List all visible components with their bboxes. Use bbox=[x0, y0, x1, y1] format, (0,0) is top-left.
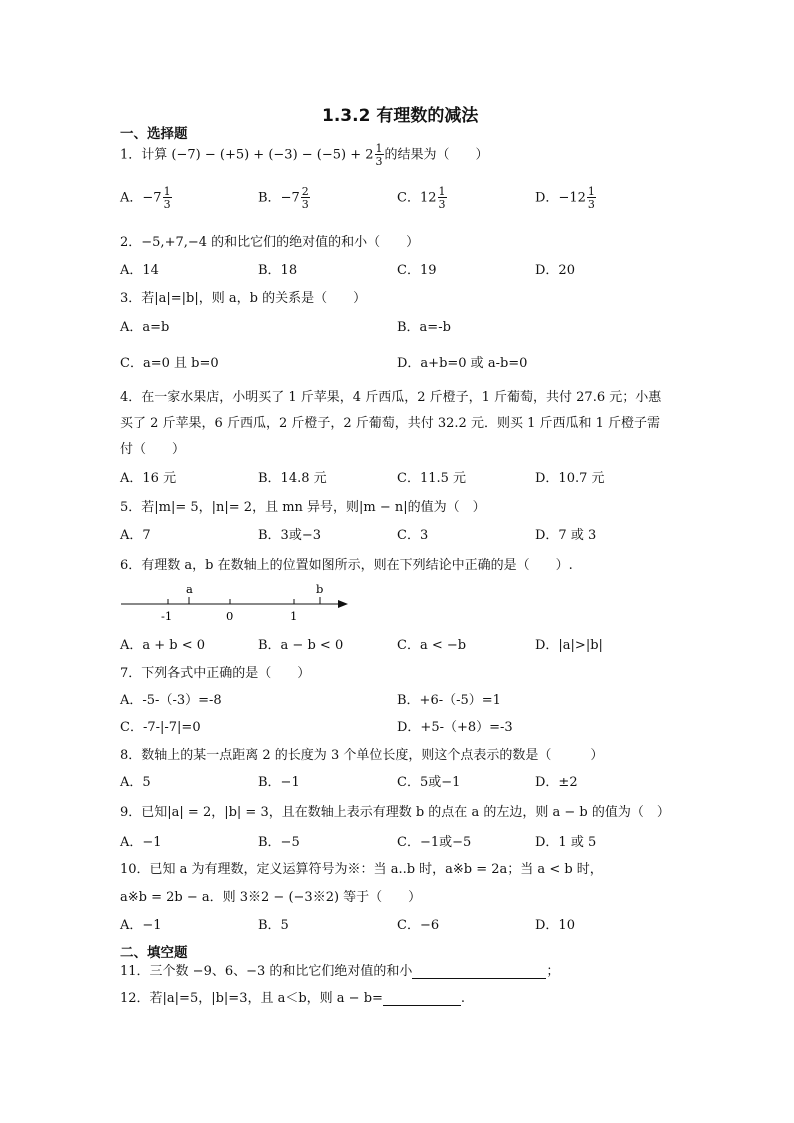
question-7-option-a: A．-5-（-3）=-8 bbox=[120, 693, 222, 708]
question-10-option-c: C．−6 bbox=[397, 918, 440, 933]
question-7-option-b: B．+6-（-5）=1 bbox=[397, 693, 501, 708]
question-4-line-2: 买了 2 斤苹果，6 斤西瓜，2 斤橙子，2 斤葡萄，共付 32.2 元．则买 1 斤西瓜和 1 斤橙子需 bbox=[120, 416, 661, 431]
question-9-option-a: A．−1 bbox=[120, 835, 162, 850]
question-9-option-d: D．1 或 5 bbox=[535, 835, 597, 850]
question-5-option-a: A．7 bbox=[120, 528, 151, 543]
question-5-option-b: B．3或−3 bbox=[258, 528, 321, 543]
question-2-stem: 2．−5,+7,−4 的和比它们的绝对值的和小（ ） bbox=[120, 235, 420, 250]
question-10-option-b: B．5 bbox=[258, 918, 289, 933]
q1-stem-pre: 1．计算 (−7) − (+5) + (−3) − (−5) + 2 bbox=[120, 147, 374, 163]
question-5-option-c: C．3 bbox=[397, 528, 429, 543]
question-8-option-a: A．5 bbox=[120, 775, 151, 790]
question-3-stem: 3．若|a|=|b|，则 a，b 的关系是（ ） bbox=[120, 291, 367, 306]
page-title: 1.3.2 有理数的减法 bbox=[322, 106, 479, 126]
question-12-tail: . bbox=[460, 991, 466, 1006]
question-3-option-b: B．a=-b bbox=[397, 320, 451, 335]
question-11-stem: 11．三个数 −9、6、−3 的和比它们绝对值的和小 bbox=[120, 964, 413, 979]
question-1-option-c: C．12 $\frac{1}{3}$ bbox=[397, 185, 446, 211]
question-6-stem: 6．有理数 a，b 在数轴上的位置如图所示，则在下列结论中正确的是（ ）. bbox=[120, 558, 573, 573]
question-3-option-c: C．a=0 且 b=0 bbox=[120, 356, 219, 371]
tick-label-minus-one: -1 bbox=[161, 609, 173, 623]
point-b-label: b bbox=[316, 582, 324, 596]
question-7-option-c: C．-7-|-7|=0 bbox=[120, 720, 201, 735]
q1-stem-fraction: $\frac{1}{3}$ bbox=[375, 142, 383, 168]
question-2-option-b: B．18 bbox=[258, 263, 298, 278]
question-11-tail: ； bbox=[546, 964, 560, 979]
question-1-option-d: D．−12 $\frac{1}{3}$ bbox=[535, 185, 595, 211]
question-3-option-d: D．a+b=0 或 a-b=0 bbox=[397, 356, 528, 371]
question-12 bbox=[120, 987, 465, 1006]
question-6-option-d: D．|a|>|b| bbox=[535, 638, 603, 653]
question-4-line-1: 4．在一家水果店，小明买了 1 斤苹果，4 斤西瓜，2 斤橙子，1 斤葡萄，共付 27.6 元；小惠 bbox=[120, 390, 662, 405]
question-2-option-d: D．20 bbox=[535, 263, 575, 278]
question-7-option-d: D．+5-（+8）=-3 bbox=[397, 720, 513, 735]
question-8-option-b: B．−1 bbox=[258, 775, 300, 790]
question-8-option-c: C．5或−1 bbox=[397, 775, 461, 790]
question-9-option-c: C．−1或−5 bbox=[397, 835, 472, 850]
section-heading-choice: 一、选择题 bbox=[120, 126, 188, 142]
question-4-line-3: 付（ ） bbox=[120, 442, 186, 457]
question-5-option-d: D．7 或 3 bbox=[535, 528, 597, 543]
number-line-figure bbox=[118, 580, 358, 624]
question-4-option-a: A．16 元 bbox=[120, 471, 177, 486]
question-1-stem bbox=[120, 143, 489, 167]
question-12-stem: 12．若|a|=5，|b|=3，且 a＜b，则 a − b= bbox=[120, 991, 383, 1006]
section-heading-fill: 二、填空题 bbox=[120, 945, 188, 961]
answer-blank-11[interactable] bbox=[412, 964, 546, 979]
question-9-option-b: B．−5 bbox=[258, 835, 300, 850]
question-1-option-a: A．−7 $\frac{1}{3}$ bbox=[120, 185, 171, 211]
tick-label-one: 1 bbox=[290, 609, 298, 623]
question-8-option-d: D．±2 bbox=[535, 775, 578, 790]
question-10-option-a: A．−1 bbox=[120, 918, 162, 933]
question-3-option-a: A．a=b bbox=[120, 320, 170, 335]
q1-stem-post: 的结果为（ ） bbox=[384, 147, 489, 163]
tick-label-zero: 0 bbox=[226, 609, 234, 623]
question-9-stem: 9．已知|a| = 2，|b| = 3，且在数轴上表示有理数 b 的点在 a 的左边，则 a − b 的值为（ ） bbox=[120, 805, 670, 820]
question-4-option-b: B．14.8 元 bbox=[258, 471, 327, 486]
question-10-line-1: 10．已知 a 为有理数，定义运算符号为※：当 a..b 时，a※b = 2a；当 a < b 时， bbox=[120, 862, 603, 877]
question-10-line-2: a※b = 2b − a．则 3※2 − (−3※2) 等于（ ） bbox=[120, 890, 422, 905]
arrow-right-icon bbox=[338, 600, 348, 608]
question-2-option-a: A．14 bbox=[120, 263, 159, 278]
question-10-option-d: D．10 bbox=[535, 918, 575, 933]
question-7-stem: 7．下列各式中正确的是（ ） bbox=[120, 666, 311, 681]
question-6-option-a: A．a + b < 0 bbox=[120, 638, 206, 653]
question-2-option-c: C．19 bbox=[397, 263, 437, 278]
question-6-option-c: C．a < −b bbox=[397, 638, 467, 653]
question-6-option-b: B．a − b < 0 bbox=[258, 638, 344, 653]
answer-blank-12[interactable] bbox=[383, 991, 461, 1006]
question-11 bbox=[120, 960, 559, 979]
question-5-stem: 5．若|m|= 5，|n|= 2，且 mn 异号，则|m − n|的值为（ ） bbox=[120, 500, 486, 515]
question-8-stem: 8．数轴上的某一点距离 2 的长度为 3 个单位长度，则这个点表示的数是（ ） bbox=[120, 748, 604, 763]
question-4-option-c: C．11.5 元 bbox=[397, 471, 467, 486]
question-1-option-b: B．−7 $\frac{2}{3}$ bbox=[258, 185, 309, 211]
question-4-option-d: D．10.7 元 bbox=[535, 471, 605, 486]
point-a-label: a bbox=[186, 582, 193, 596]
